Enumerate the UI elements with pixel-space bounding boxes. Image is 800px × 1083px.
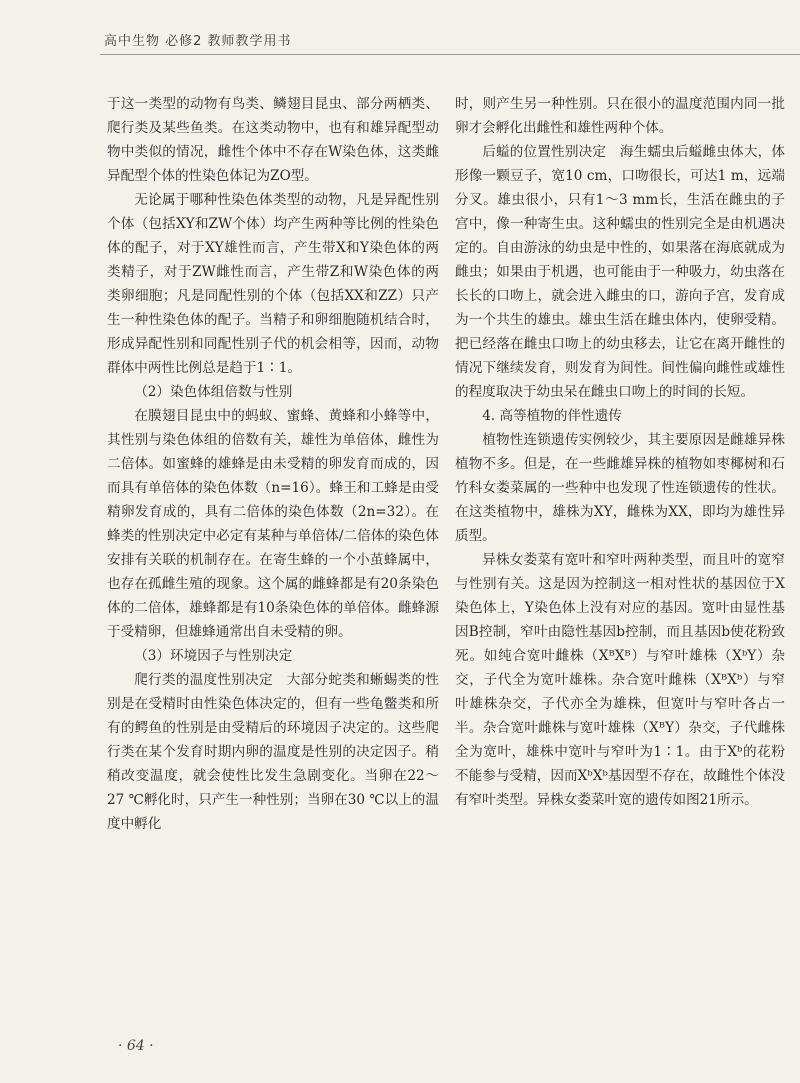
paragraph: 爬行类的温度性别决定 大部分蛇类和蜥蜴类的性别是在受精时由性染色体决定的，但有一些龟鳖类和所有的鳄鱼的性别是由受精后的环境因子决定的。这些爬行类在某个发育时期内卵的温度是性别的决定因子。稍稍改变温度，就会使性比发生急剧变化。当卵在22～27 ℃孵化时，只产生一种性别；当卵在30 ℃以上的温度中孵化 <box>107 672 439 832</box>
page-header <box>0 0 800 58</box>
paragraph: 后螠的位置性别决定 海生蠕虫后螠雌虫体大，体形像一颗豆子，宽10 cm，口吻很长，可达1 m，远端分叉。雄虫很小，只有1～3 mm长，生活在雌虫的子宫中，像一种寄生虫。这种蠕虫的性别完全是由机遇决定的。自由游泳的幼虫是中性的，如果落在海底就成为雌虫；如果由于机遇，也可能由于一种吸力，幼虫落在长长的口吻上，就会进入雌虫的口，游向子宫，发育成为一个共生的雄虫。雄虫生活在雌虫体内，使卵受精。把已经落在雌虫口吻上的幼虫移去，让它在离开雌性的情况下继续发育，则发育为间性。间性偏向雌性或雄性的程度取决于幼虫呆在雌虫口吻上的时间的长短。 <box>455 144 785 400</box>
section-heading: 4. 高等植物的伴性遗传 <box>482 408 622 424</box>
paragraph: 在膜翅目昆虫中的蚂蚁、蜜蜂、黄蜂和小蜂等中，其性别与染色体组的倍数有关，雄性为单倍体，雌性为二倍体。如蜜蜂的雄蜂是由未受精的卵发育而成的，因而具有单倍体的染色体数（n=16）。蜂王和工蜂是由受精卵发育成的，具有二倍体的染色体数（2n=32）。在蜂类的性别决定中必定有某种与单倍体/二倍体的染色体安排有关联的机制存在。在寄生蜂的一个小茧蜂属中，也存在孤雌生殖的现象。这个属的雌蜂都是有20条染色体的二倍体，雄蜂都是有10条染色体的单倍体。雌蜂源于受精卵，但雄蜂通常出自未受精的卵。 <box>107 408 439 640</box>
paragraph: 异株女娄菜有宽叶和窄叶两种类型，而且叶的宽窄与性别有关。这是因为控制这一相对性状的基因位于X染色体上，Y染色体上没有对应的基因。宽叶由显性基因B控制，窄叶由隐性基因b控制，而且基因b使花粉致死。如纯合宽叶雌株（XᴮXᴮ）与窄叶雄株（XᵇY）杂交，子代全为宽叶雄株。杂合宽叶雌株（XᴮXᵇ）与窄叶雄株杂交，子代亦全为雄株，但宽叶与窄叶各占一半。杂合宽叶雌株与宽叶雄株（XᴮY）杂交，子代雌株全为宽叶，雄株中宽叶与窄叶为1∶1。由于Xᵇ的花粉不能参与受精，因而XᵇXᵇ基因型不存在，故雌性个体没有窄叶类型。异株女娄菜叶宽的遗传如图21所示。 <box>455 552 785 808</box>
paragraph: 植物性连锁遗传实例较少，其主要原因是雌雄异株植物不多。但是，在一些雌雄异株的植物如枣椰树和石竹科女娄菜属的一些种中也发现了性连锁遗传的性状。在这类植物中，雄株为XY，雌株为XX，即均为雄性异质型。 <box>455 432 785 544</box>
page-number: · 64 · <box>118 1038 154 1054</box>
section-heading: （2）染色体组倍数与性别 <box>134 384 293 400</box>
paragraph: 时，则产生另一种性别。只在很小的温度范围内同一批卵才会孵化出雌性和雄性两种个体。 <box>455 96 785 136</box>
header-title: 高中生物 必修2 教师教学用书 <box>104 34 292 49</box>
left-text-column <box>107 92 439 836</box>
right-text-column <box>455 92 785 812</box>
paragraph: 无论属于哪种性染色体类型的动物，凡是异配性别个体（包括XY和ZW个体）均产生两种等比例的性染色体的配子，对于XY雄性而言，产生带X和Y染色体的两类精子，对于ZW雌性而言，产生带Z和W染色体的两类卵细胞；凡是同配性别的个体（包括XX和ZZ）只产生一种性染色体的配子。当精子和卵细胞随机结合时，形成异配性别和同配性别子代的机会相等，因而，动物群体中两性比例总是趋于1∶1。 <box>107 192 439 376</box>
paragraph: 于这一类型的动物有鸟类、鳞翅目昆虫、部分两栖类、爬行类及某些鱼类。在这类动物中，也有和雄异配型动物中类似的情况，雌性个体中不存在W染色体，这类雌异配型个体的性染色体记为ZO型。 <box>107 96 439 184</box>
header-rule <box>100 54 800 55</box>
section-heading: （3）环境因子与性别决定 <box>134 648 293 664</box>
